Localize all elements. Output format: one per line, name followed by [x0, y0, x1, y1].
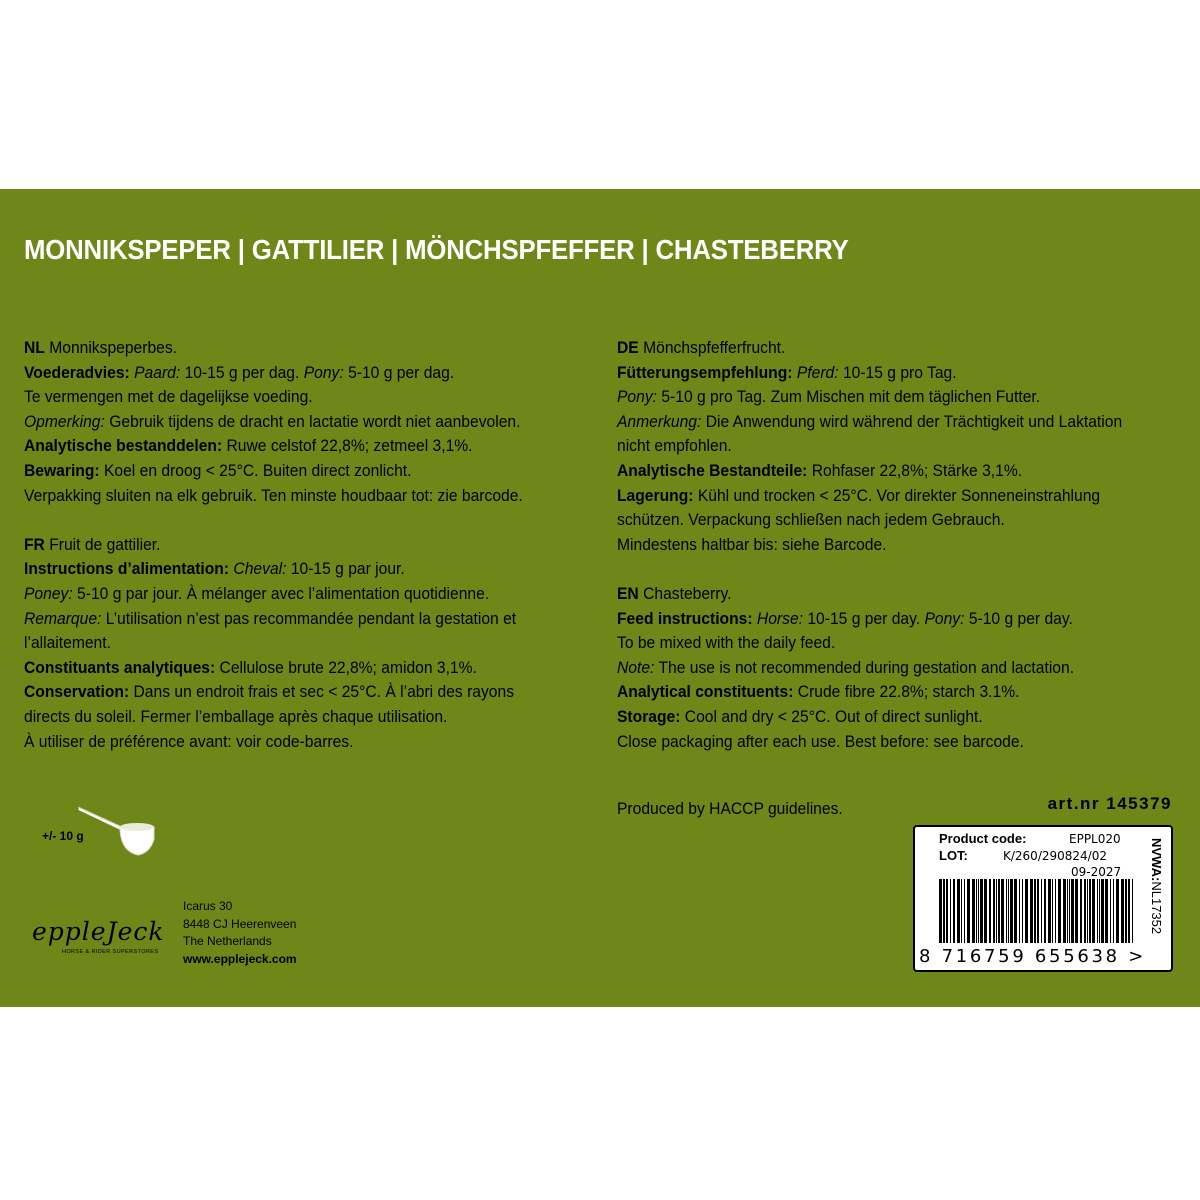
horse-label-fr: Cheval: [233, 559, 287, 579]
analytic-en: Crude fibre 22.8%; starch 3.1%. [797, 682, 1020, 702]
barcode-bar [1121, 879, 1124, 943]
remark-label-nl: Opmerking: [24, 411, 105, 431]
barcode-bar [1099, 879, 1100, 943]
storage-label-de: Lagerung: [617, 485, 694, 505]
barcode-bar [1014, 879, 1017, 943]
pony-dose-en: 5-10 g per day. [968, 608, 1073, 628]
website-link[interactable]: www.epplejeck.com [183, 951, 297, 966]
analytic-de: Rohfaser 22,8%; Stärke 3,1%. [811, 460, 1023, 480]
barcode-bar [953, 879, 955, 943]
barcode-bar [976, 879, 977, 943]
barcode-bar [1110, 879, 1111, 943]
horse-label-de: Pferd: [796, 362, 839, 382]
section-de [617, 336, 1141, 557]
barcode-bar [1022, 879, 1023, 943]
remark-label-fr: Remarque: [24, 608, 102, 628]
barcode-bar [946, 879, 948, 943]
storage-de: Kühl und trocken < 25°C. Vor direkter Sonneneinstrahlung [697, 485, 1101, 505]
barcode-bar [964, 879, 965, 943]
remark2-fr: l’allaitement. [24, 633, 111, 653]
analytic-nl: Ruwe celstof 22,8%; zetmeel 3,1%. [226, 436, 473, 456]
barcode-bar [1125, 879, 1127, 943]
language-code-de: DE [617, 338, 639, 357]
barcode-bar [1052, 879, 1053, 943]
pony-label-nl: Pony: [303, 362, 344, 382]
product-name-de: Mönchspfefferfrucht. [643, 338, 786, 357]
barcode-bar [978, 879, 979, 943]
storage2-de: schützen. Verpackung schließen nach jedem Gebrauch. [617, 510, 1005, 530]
remark-nl: Gebruik tijdens de dracht en lactatie wordt niet aanbevolen. [109, 411, 521, 431]
analytic-label-fr: Constituants analytiques: [24, 657, 216, 677]
language-code-nl: NL [24, 338, 45, 357]
nvwa-label: NVWA: [1149, 838, 1164, 882]
product-name-nl: Monnikspeperbes. [49, 338, 178, 357]
left-column [24, 336, 548, 779]
mix-nl: Te vermengen met de dagelijkse voeding. [24, 387, 313, 407]
address-city: 8448 CJ Heerenveen [183, 916, 297, 931]
barcode-bar [984, 879, 987, 943]
barcode-bar [989, 879, 991, 943]
storage-en: Cool and dry < 25°C. Out of direct sunlight. [684, 706, 983, 726]
barcode-bar [1067, 879, 1068, 943]
barcode-bar [1105, 879, 1108, 943]
barcode-bar [943, 879, 945, 943]
pony-dose-nl: 5-10 g per dag. [348, 362, 455, 382]
barcode-bar [1069, 879, 1070, 943]
barcode-bar [1044, 879, 1046, 943]
storage-nl: Koel en droog < 25°C. Buiten direct zonlicht. [103, 460, 412, 480]
nvwa-code [1149, 838, 1164, 934]
storage2-fr: directs du soleil. Fermer l’emballage après chaque utilisation. [24, 706, 448, 726]
storage2-en: Close packaging after each use. Best before: see barcode. [617, 731, 1024, 751]
storage2-nl: Verpakking sluiten na elk gebruik. Ten minste houdbaar tot: zie barcode. [24, 485, 523, 505]
storage-label-nl: Bewaring: [24, 460, 100, 480]
barcode [937, 879, 1137, 945]
right-column [617, 336, 1141, 779]
barcode-bar [1087, 879, 1088, 943]
barcode-bar [1041, 879, 1042, 943]
barcode-bar [961, 879, 962, 943]
barcode-bar [950, 879, 951, 943]
barcode-bar [1132, 879, 1133, 943]
horse-dose-fr: 10-15 g par jour. [290, 559, 405, 579]
storage3-fr: À utiliser de préférence avant: voir code-barres. [24, 731, 354, 751]
lot-label: LOT: [939, 848, 968, 863]
feed-label-nl: Voederadvies: [24, 362, 130, 382]
lot-value: K/260/290824/02 [1003, 849, 1107, 863]
pony-label-en: Pony: [924, 608, 965, 628]
barcode-bar [1071, 879, 1074, 943]
barcode-bar [1001, 879, 1004, 943]
pony-dose-fr: 5-10 g par jour. À mélanger avec l’alimentation quotidienne. [77, 583, 490, 603]
barcode-bar [1113, 879, 1114, 943]
barcode-bar [1037, 879, 1039, 943]
language-code-en: EN [617, 583, 639, 603]
barcode-bar [1089, 879, 1091, 943]
pony-label-fr: Poney: [24, 583, 73, 603]
scoop-label: +/- 10 g [42, 829, 84, 843]
horse-dose-nl: 10-15 g per dag. [184, 362, 300, 382]
product-name-en: Chasteberry. [643, 583, 732, 603]
barcode-bar [1025, 879, 1028, 943]
remark-fr: L’utilisation n’est pas recommandée pendant la gestation et [105, 608, 517, 628]
horse-dose-en: 10-15 g per day. [807, 608, 921, 628]
section-en [617, 582, 1141, 754]
epplejeck-logo: eppleJeck [32, 917, 165, 946]
remark2-de: nicht empfohlen. [617, 436, 732, 456]
barcode-bar [1116, 879, 1119, 943]
barcode-bar [1128, 879, 1130, 943]
barcode-bar [1063, 879, 1066, 943]
expiry-date: 09-2027 [1071, 865, 1122, 879]
barcode-bar [1019, 879, 1020, 943]
remark-label-en: Note: [617, 657, 655, 677]
barcode-bar [1075, 879, 1078, 943]
company-address [183, 898, 297, 968]
feed-label-de: Fütterungsempfehlung: [617, 362, 793, 382]
barcode-bar [939, 879, 942, 943]
barcode-bar [1101, 879, 1104, 943]
section-fr [24, 533, 548, 754]
horse-label-en: Horse: [756, 608, 803, 628]
remark-label-de: Anmerkung: [617, 411, 702, 431]
barcode-bar [1084, 879, 1086, 943]
barcode-bar [1058, 879, 1061, 943]
analytic-label-de: Analytische Bestandteile: [617, 460, 808, 480]
product-code-label: Product code: [939, 831, 1027, 846]
storage-label-en: Storage: [617, 706, 681, 726]
analytic-fr: Cellulose brute 22,8%; amidon 3,1%. [219, 657, 477, 677]
haccp-note: Produced by HACCP guidelines. [617, 799, 843, 818]
horse-label-nl: Paard: [134, 362, 181, 382]
barcode-bar [998, 879, 1000, 943]
pony-label-de: Pony: [617, 387, 658, 407]
remark-de: Die Anwendung wird während der Trächtigkeit und Laktation [705, 411, 1123, 431]
product-code-value: EPPL020 [1069, 832, 1121, 846]
barcode-bar [957, 879, 960, 943]
barcode-bar [1010, 879, 1013, 943]
product-name-fr: Fruit de gattilier. [49, 534, 161, 554]
storage-label-fr: Conservation: [24, 682, 130, 702]
barcode-bar [1080, 879, 1082, 943]
address-country: The Netherlands [183, 934, 272, 948]
barcode-bar [1097, 879, 1098, 943]
horse-dose-de: 10-15 g pro Tag. [842, 362, 957, 382]
barcode-bar [996, 879, 997, 943]
barcode-bar [1008, 879, 1009, 943]
barcode-bar [1055, 879, 1056, 943]
barcode-bar [980, 879, 983, 943]
feed-label-en: Feed instructions: [617, 608, 753, 628]
barcode-bar [1030, 879, 1033, 943]
ean-number: 8 716759 655638 > [919, 946, 1147, 967]
remark-en: The use is not recommended during gestation and lactation. [658, 657, 1075, 677]
article-number: art.nr 145379 [1047, 794, 1172, 813]
pony-dose-de: 5-10 g pro Tag. Zum Mischen mit dem täglichen Futter. [661, 387, 1041, 407]
nvwa-value: NL17352 [1149, 881, 1164, 935]
barcode-bar [972, 879, 975, 943]
barcode-bar [1092, 879, 1095, 943]
analytic-label-en: Analytical constituents: [617, 682, 794, 702]
barcode-bar [993, 879, 995, 943]
barcode-bar [1006, 879, 1007, 943]
analytic-label-nl: Analytische bestanddelen: [24, 436, 223, 456]
storage3-de: Mindestens haltbar bis: siehe Barcode. [617, 534, 887, 554]
product-code-box [913, 825, 1173, 972]
section-nl [24, 336, 548, 508]
address-street: Icarus 30 [183, 899, 233, 913]
feed-label-fr: Instructions d’alimentation: [24, 559, 230, 579]
barcode-bar [1048, 879, 1051, 943]
logo-tagline: HORSE & RIDER SUPERSTORES [62, 949, 159, 955]
barcode-bar [967, 879, 970, 943]
language-code-fr: FR [24, 534, 45, 554]
barcode-bar [1034, 879, 1036, 943]
storage-fr: Dans un endroit frais et sec < 25°C. À l’abri des rayons [133, 682, 515, 702]
product-title: MONNIKSPEPER | GATTILIER | MÖNCHSPFEFFER | CHASTEBERRY [24, 234, 849, 265]
mix-en: To be mixed with the daily feed. [617, 633, 836, 653]
